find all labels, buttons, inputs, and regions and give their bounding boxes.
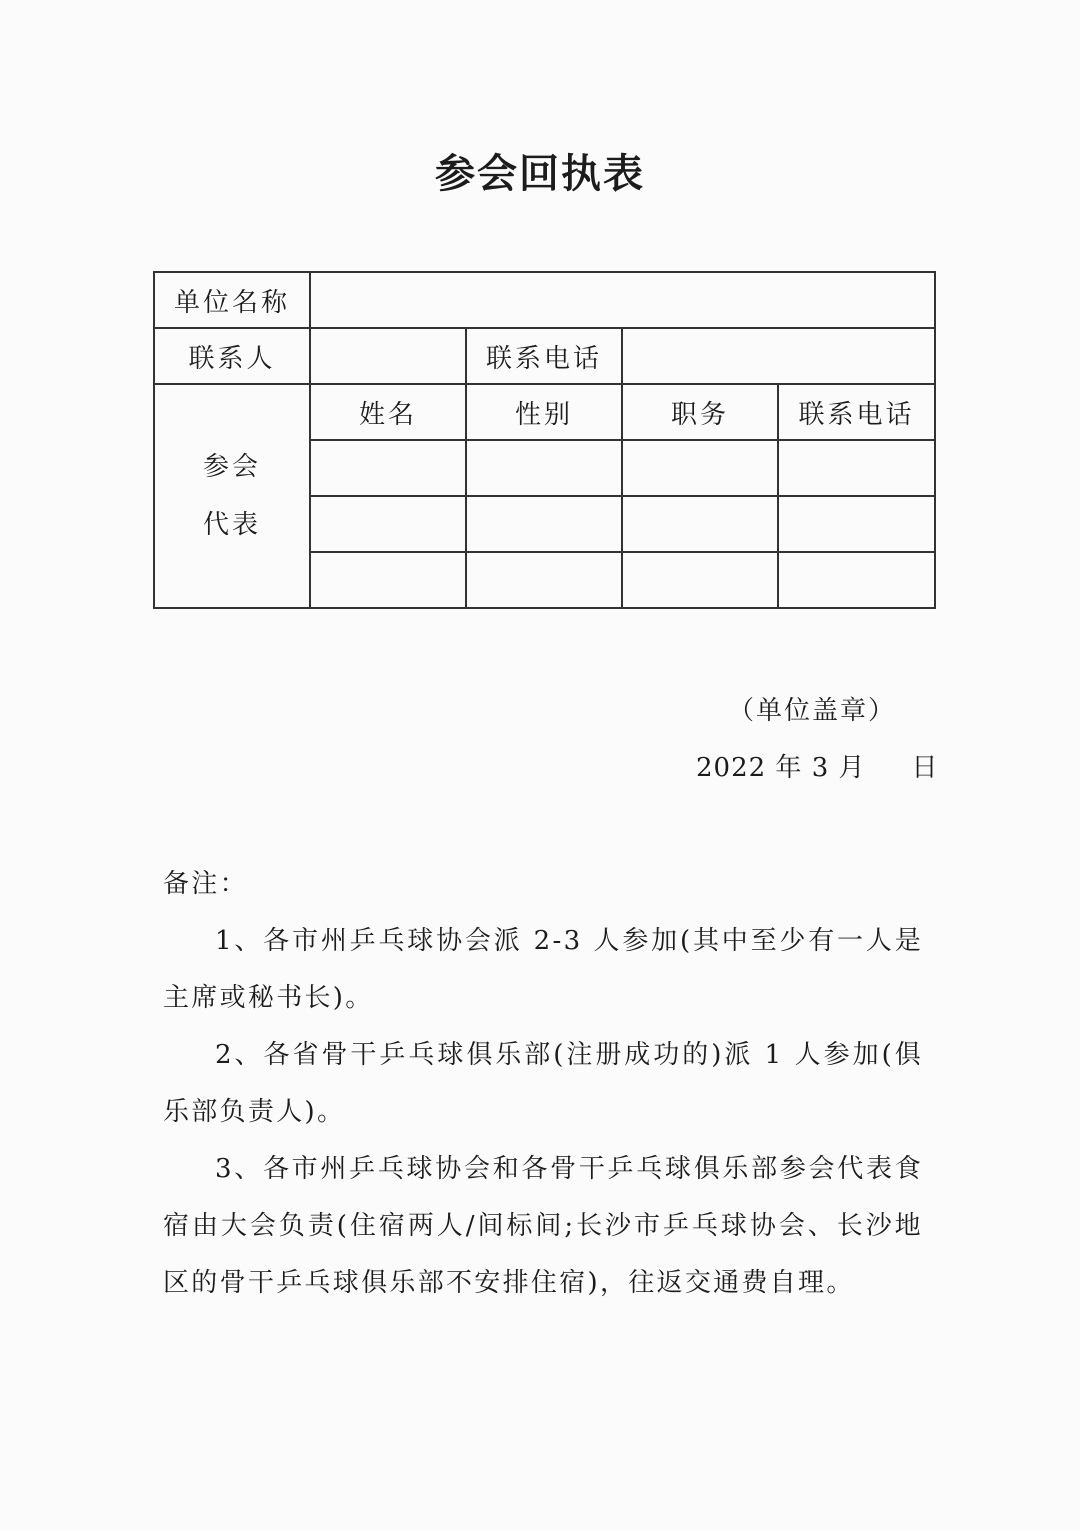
delegate-label-line2: 代表 bbox=[202, 510, 261, 540]
column-header-gender: 性别 bbox=[466, 384, 622, 440]
delegate-label-line1: 参会 bbox=[202, 452, 261, 482]
remarks-heading: 备注： bbox=[163, 869, 248, 899]
remark-item-2: 2、各省骨干乒乓球俱乐部(注册成功的)派 1 人参加(俱乐部负责人)。 bbox=[163, 1040, 923, 1127]
delegate-header-row bbox=[154, 384, 935, 440]
delegate-name-field[interactable] bbox=[310, 496, 466, 552]
delegate-phone-field[interactable] bbox=[778, 552, 935, 608]
date-day: 日 bbox=[911, 753, 939, 783]
delegate-gender-field[interactable] bbox=[466, 440, 622, 496]
contact-row bbox=[154, 328, 935, 384]
delegate-position-field[interactable] bbox=[622, 552, 778, 608]
page-title: 参会回执表 bbox=[435, 151, 645, 197]
contact-field[interactable] bbox=[310, 328, 466, 384]
unit-name-label: 单位名称 bbox=[154, 272, 310, 328]
delegate-position-field[interactable] bbox=[622, 440, 778, 496]
remark-item-3: 3、各市州乒乓球协会和各骨干乒乓球俱乐部参会代表食宿由大会负责(住宿两人/间标间;长沙市乒乓球协会、长沙地区的骨干乒乓球俱乐部不安排住宿)，往返交通费自理。 bbox=[163, 1154, 923, 1298]
delegate-phone-field[interactable] bbox=[778, 440, 935, 496]
date-line bbox=[696, 747, 939, 784]
delegate-gender-field[interactable] bbox=[466, 496, 622, 552]
remark-item-1: 1、各市州乒乓球协会派 2-3 人参加(其中至少有一人是主席或秘书长)。 bbox=[163, 926, 923, 1013]
delegate-label bbox=[154, 384, 310, 608]
contact-label: 联系人 bbox=[154, 328, 310, 384]
delegate-phone-field[interactable] bbox=[778, 496, 935, 552]
column-header-phone: 联系电话 bbox=[778, 384, 935, 440]
contact-phone-label: 联系电话 bbox=[466, 328, 622, 384]
delegate-position-field[interactable] bbox=[622, 496, 778, 552]
column-header-position: 职务 bbox=[622, 384, 778, 440]
remarks-section bbox=[163, 856, 923, 1312]
unit-stamp-note: （单位盖章） bbox=[728, 696, 897, 726]
contact-phone-field[interactable] bbox=[622, 328, 935, 384]
unit-name-row bbox=[154, 272, 935, 328]
registration-form-table bbox=[153, 271, 936, 609]
column-header-name: 姓名 bbox=[310, 384, 466, 440]
delegate-name-field[interactable] bbox=[310, 440, 466, 496]
unit-name-field[interactable] bbox=[310, 272, 935, 328]
date-year-month: 2022 年 3 月 bbox=[696, 753, 866, 783]
delegate-name-field[interactable] bbox=[310, 552, 466, 608]
delegate-gender-field[interactable] bbox=[466, 552, 622, 608]
